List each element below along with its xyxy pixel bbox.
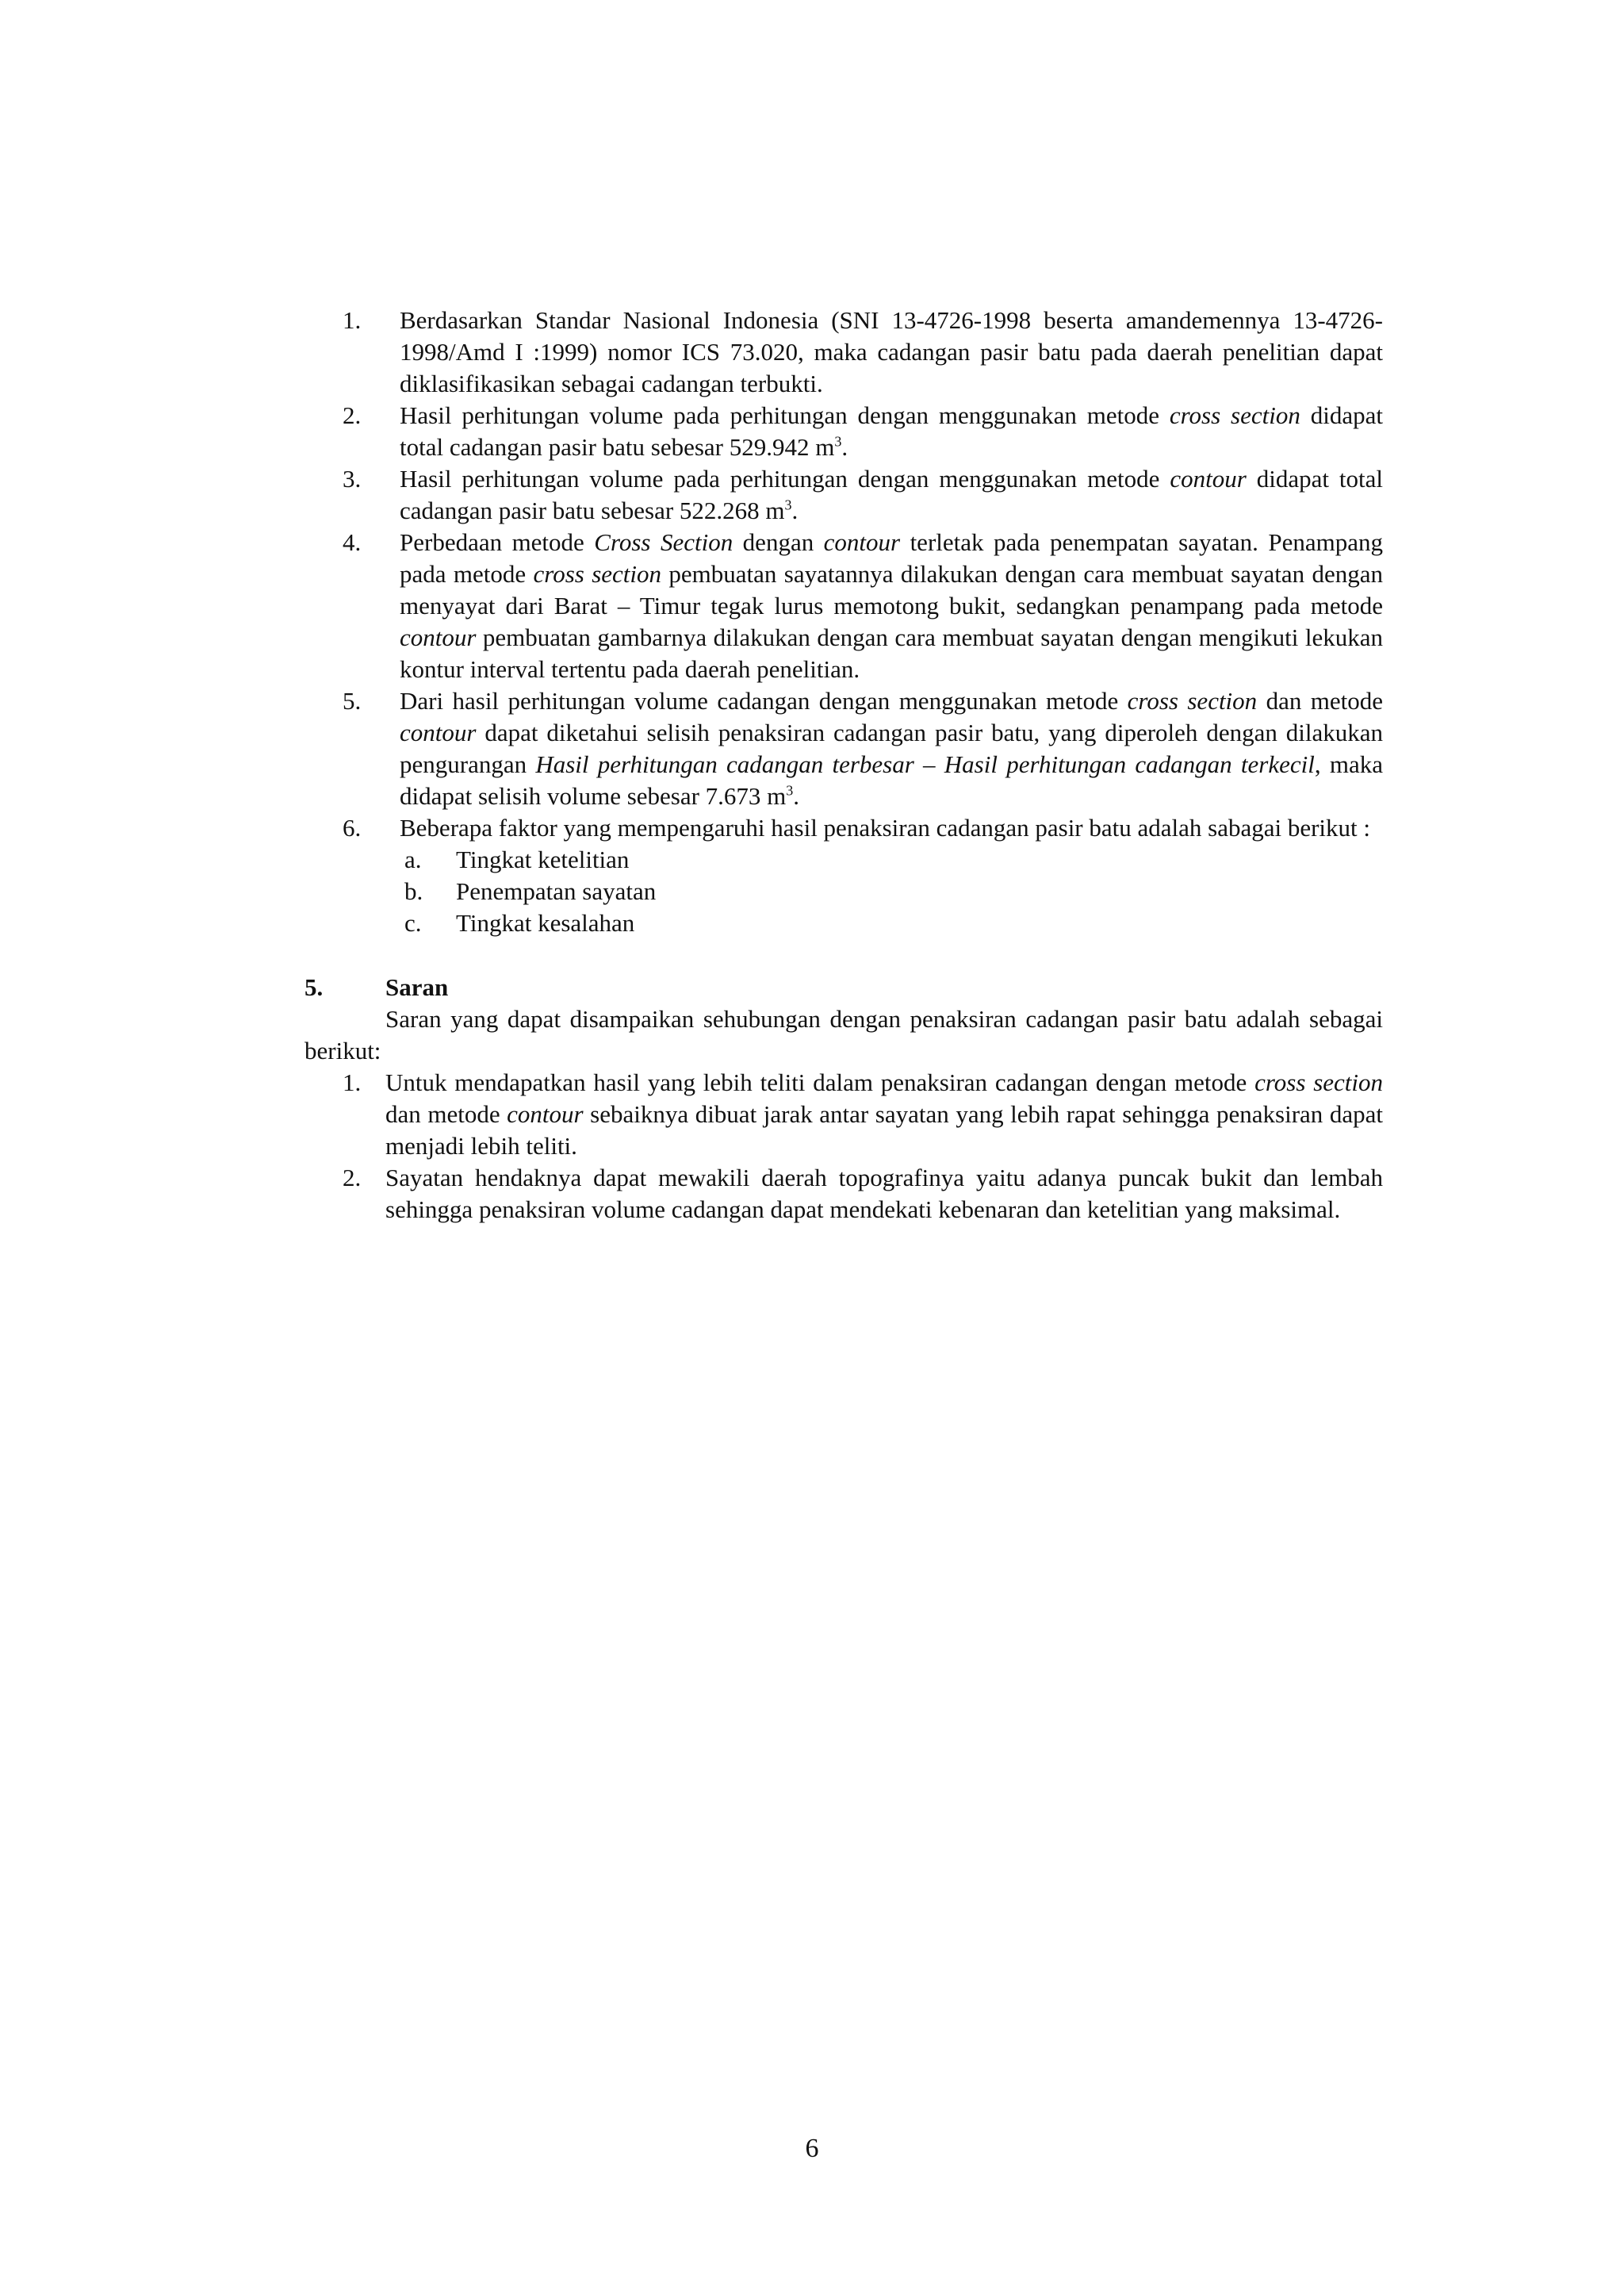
saran-list	[304, 1067, 1383, 1226]
italic-term: contour	[823, 528, 901, 556]
factor-text: Tingkat ketelitian	[456, 846, 630, 873]
list-marker: 4.	[343, 528, 362, 556]
italic-term: cross section	[533, 560, 662, 588]
factor-item	[304, 844, 1383, 876]
list-marker: 2.	[343, 1164, 362, 1191]
text-run: pembuatan gambarnya dilakukan dengan cara membuat sayatan dengan mengikuti lekukan kontur interval tertentu pada daerah penelitian.	[400, 623, 1383, 683]
text-run: Untuk mendapatkan hasil yang lebih teliti dalam penaksiran cadangan dengan metode	[385, 1068, 1255, 1096]
text-run: sebaiknya dibuat jarak antar sayatan yang lebih rapat sehingga penaksiran dapat menjadi lebih teliti.	[385, 1100, 1383, 1160]
conclusion-item	[304, 305, 1383, 400]
text-run: Hasil perhitungan volume pada perhitungan dengan menggunakan metode	[400, 401, 1170, 429]
italic-term: Hasil perhitungan cadangan terbesar – Hasil perhitungan cadangan terkecil	[535, 750, 1315, 778]
list-item-text	[385, 1068, 1383, 1160]
list-marker: 5.	[343, 687, 362, 715]
text-run: dengan	[733, 528, 824, 556]
text-run: dan metode	[385, 1100, 508, 1128]
text-run: pembuatan sayatannya dilakukan dengan cara membuat sayatan dengan menyayat dari Barat – Timur tegak lurus memotong bukit, sedangkan penampang pada metode	[400, 560, 1383, 619]
list-item-text	[400, 687, 1383, 810]
text-run: .	[793, 782, 800, 810]
text-run: Beberapa faktor yang mempengaruhi hasil penaksiran cadangan pasir batu adalah sabagai berikut :	[400, 814, 1371, 842]
text-run: didapat total cadangan pasir batu sebesar 529.942 m	[400, 401, 1383, 461]
list-item-text	[400, 401, 1383, 461]
italic-term: cross section	[1169, 401, 1300, 429]
list-item-text	[400, 814, 1370, 842]
italic-term: contour	[400, 719, 477, 746]
conclusion-item	[304, 400, 1383, 463]
section-title: Saran	[385, 973, 449, 1001]
list-item-text	[400, 465, 1383, 524]
factor-sublist	[304, 844, 1383, 939]
text-run: .	[841, 433, 848, 461]
conclusion-item	[304, 527, 1383, 685]
list-marker: 1.	[343, 1068, 362, 1096]
italic-term: contour	[1170, 465, 1247, 493]
text-run: Sayatan hendaknya dapat mewakili daerah topografinya yaitu adanya puncak bukit dan lembah sehingga penaksiran volume cadangan dapat mendekati kebenaran dan ketelitian yang maksimal.	[385, 1164, 1383, 1223]
italic-term: contour	[400, 623, 477, 651]
saran-item	[304, 1067, 1383, 1162]
text-run: didapat total cadangan pasir batu sebesar 522.268 m	[400, 465, 1384, 524]
text-run: Hasil perhitungan volume pada perhitungan dengan menggunakan metode	[400, 465, 1170, 493]
section-heading-saran	[304, 972, 1383, 1003]
list-item-text	[385, 1164, 1383, 1223]
list-marker: 6.	[343, 814, 362, 842]
italic-term: contour	[507, 1100, 584, 1128]
superscript: 3	[834, 433, 842, 450]
text-run: dapat diketahui selisih penaksiran cadangan pasir batu, yang diperoleh dengan dilakukan pengurangan	[400, 719, 1383, 778]
list-marker: 1.	[343, 306, 362, 334]
italic-term: Cross Section	[594, 528, 733, 556]
list-marker: b.	[404, 877, 423, 905]
superscript: 3	[784, 497, 792, 513]
factor-item	[304, 876, 1383, 907]
factor-item	[304, 907, 1383, 939]
superscript: 3	[786, 782, 794, 799]
conclusion-item	[304, 685, 1383, 812]
text-run: Perbedaan metode	[400, 528, 595, 556]
saran-intro: Saran yang dapat disampaikan sehubungan dengan penaksiran cadangan pasir batu adalah sebagai berikut:	[304, 1005, 1383, 1064]
text-run: .	[791, 497, 799, 524]
conclusion-item	[304, 463, 1383, 527]
factor-text: Penempatan sayatan	[456, 877, 657, 905]
list-marker: 2.	[343, 401, 362, 429]
conclusion-list	[304, 305, 1383, 844]
text-run: Dari hasil perhitungan volume cadangan dengan menggunakan metode	[400, 687, 1128, 715]
factor-text: Tingkat kesalahan	[456, 909, 635, 937]
italic-term: cross section	[1254, 1068, 1384, 1096]
list-item-text	[400, 306, 1383, 397]
list-marker: c.	[404, 909, 422, 937]
page-number: 6	[805, 2134, 819, 2163]
text-run: , maka didapat selisih volume sebesar 7.673 m	[400, 750, 1383, 810]
list-item-text	[400, 528, 1383, 683]
text-run: Berdasarkan Standar Nasional Indonesia (SNI 13-4726-1998 beserta amandemennya 13-4726-1998/Amd I :1999) nomor ICS 73.020, maka cadangan pasir batu pada daerah penelitian dapat diklasifikasikan sebagai cadangan terbukti.	[400, 306, 1383, 397]
text-run: dan metode	[1257, 687, 1384, 715]
saran-item	[304, 1162, 1383, 1226]
section-number: 5.	[304, 973, 324, 1001]
page-content	[304, 305, 1383, 1226]
list-marker: a.	[404, 846, 422, 873]
italic-term: cross section	[1127, 687, 1258, 715]
conclusion-item	[304, 812, 1383, 844]
text-run: terletak pada penempatan sayatan. Penampang pada metode	[400, 528, 1383, 588]
list-marker: 3.	[343, 465, 362, 493]
